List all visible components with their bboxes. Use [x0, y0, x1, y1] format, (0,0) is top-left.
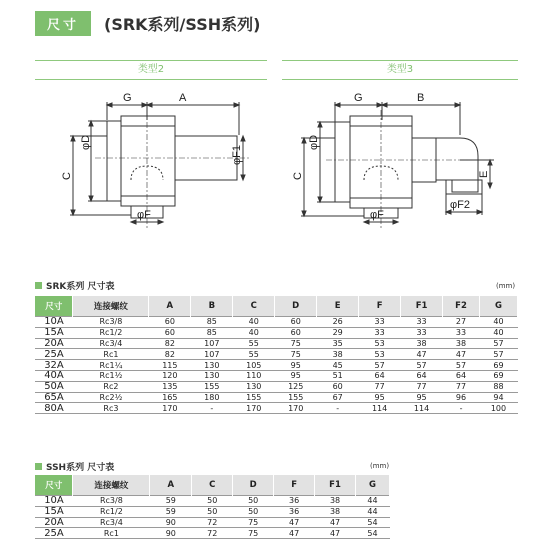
srk-col-header: A	[149, 296, 191, 317]
table-cell: 47	[443, 349, 480, 360]
table-cell: 47	[274, 517, 315, 528]
table-cell: 53	[359, 349, 401, 360]
ssh-table-heading: SSH系列 尺寸表	[35, 460, 114, 473]
type3-caption: 类型3	[282, 60, 518, 80]
table-cell: 59	[150, 506, 192, 517]
table-cell: 69	[479, 370, 517, 381]
table-cell: 44	[356, 506, 390, 517]
table-cell: 15A	[35, 327, 73, 338]
table-cell: 100	[479, 403, 517, 414]
table-cell: 110	[233, 370, 275, 381]
table-cell: 130	[191, 370, 233, 381]
table-cell: Rc1¼	[73, 360, 149, 371]
srk-col-header: F	[359, 296, 401, 317]
table-cell: 75	[275, 338, 317, 349]
ssh-col-header: 连接螺纹	[73, 475, 150, 496]
type3-label-e: E	[478, 170, 490, 178]
table-cell: 125	[275, 381, 317, 392]
table-cell: 38	[315, 506, 356, 517]
table-cell: Rc2	[73, 381, 149, 392]
table-cell: 33	[359, 317, 401, 328]
table-cell: Rc1/2	[73, 327, 149, 338]
table-cell: 50	[233, 496, 274, 507]
table-cell: 45	[317, 360, 359, 371]
table-cell: 55	[233, 338, 275, 349]
table-cell: 36	[274, 506, 315, 517]
table-cell: 47	[401, 349, 443, 360]
ssh-body	[35, 496, 390, 539]
table-cell: 90	[150, 517, 192, 528]
table-row	[35, 517, 390, 528]
table-cell: 10A	[35, 317, 73, 328]
green-square-icon	[35, 282, 42, 289]
table-cell: 38	[401, 338, 443, 349]
table-cell: 105	[233, 360, 275, 371]
type3-label-phid: φD	[308, 134, 320, 150]
table-cell: 114	[401, 403, 443, 414]
table-cell: 40	[479, 317, 517, 328]
section-title: (SRK系列/SSH系列)	[104, 15, 261, 34]
table-cell: 90	[150, 528, 192, 539]
table-cell: Rc1½	[73, 370, 149, 381]
table-cell: 47	[315, 517, 356, 528]
ssh-col-header: A	[150, 475, 192, 496]
table-cell: Rc3/4	[73, 338, 149, 349]
table-cell: 170	[275, 403, 317, 414]
table-cell: 82	[149, 338, 191, 349]
srk-col-header: D	[275, 296, 317, 317]
table-cell: -	[443, 403, 480, 414]
table-cell: 72	[192, 517, 233, 528]
srk-col-header: B	[191, 296, 233, 317]
type3-drawing	[282, 80, 518, 230]
table-cell: Rc3/8	[73, 496, 150, 507]
table-cell: 55	[233, 349, 275, 360]
table-cell: 38	[443, 338, 480, 349]
ssh-col-header: 尺寸	[35, 475, 73, 496]
table-cell: 64	[443, 370, 480, 381]
type2-caption: 类型2	[35, 60, 267, 80]
table-cell: 60	[317, 381, 359, 392]
table-row	[35, 370, 518, 381]
table-cell: 54	[356, 517, 390, 528]
srk-col-header: 尺寸	[35, 296, 73, 317]
table-cell: 50	[192, 496, 233, 507]
ssh-col-header: C	[192, 475, 233, 496]
table-row	[35, 528, 390, 539]
table-row	[35, 506, 390, 517]
table-cell: 120	[149, 370, 191, 381]
table-cell: Rc3	[73, 403, 149, 414]
table-cell: 77	[443, 381, 480, 392]
table-cell: 32A	[35, 360, 73, 371]
srk-col-header: G	[479, 296, 517, 317]
type2-label-phif: φF	[137, 209, 151, 221]
table-cell: Rc1	[73, 528, 150, 539]
table-cell: 75	[275, 349, 317, 360]
table-cell: 47	[315, 528, 356, 539]
table-cell: 64	[401, 370, 443, 381]
table-cell: 40	[479, 327, 517, 338]
table-cell: 53	[359, 338, 401, 349]
ssh-header-row	[35, 475, 390, 496]
srk-dimension-table	[35, 296, 518, 414]
srk-col-header: F2	[443, 296, 480, 317]
table-cell: 75	[233, 528, 274, 539]
type2-label-phid: φD	[80, 134, 92, 150]
table-cell: 57	[479, 338, 517, 349]
table-cell: 33	[401, 327, 443, 338]
srk-body	[35, 317, 518, 414]
table-cell: 95	[401, 392, 443, 403]
table-cell: 60	[275, 327, 317, 338]
table-cell: 35	[317, 338, 359, 349]
table-cell: 60	[275, 317, 317, 328]
type2-label-a: A	[179, 92, 187, 104]
table-cell: 57	[479, 349, 517, 360]
table-cell: 33	[359, 327, 401, 338]
table-cell: 50A	[35, 381, 73, 392]
table-cell: 33	[401, 317, 443, 328]
table-row	[35, 392, 518, 403]
srk-table-heading: SRK系列 尺寸表	[35, 279, 115, 292]
table-cell: 38	[315, 496, 356, 507]
ssh-col-header: F	[274, 475, 315, 496]
table-cell: Rc3/4	[73, 517, 150, 528]
table-cell: 44	[356, 496, 390, 507]
table-cell: 59	[150, 496, 192, 507]
table-cell: 85	[191, 327, 233, 338]
table-row	[35, 403, 518, 414]
table-cell: 155	[275, 392, 317, 403]
table-cell: 77	[359, 381, 401, 392]
table-cell: Rc1	[73, 349, 149, 360]
table-row	[35, 381, 518, 392]
table-cell: Rc3/8	[73, 317, 149, 328]
green-square-icon	[35, 463, 42, 470]
srk-unit: (mm)	[496, 282, 516, 290]
table-cell: 155	[191, 381, 233, 392]
section-badge: 尺寸	[35, 11, 91, 36]
table-cell: 135	[149, 381, 191, 392]
table-cell: 27	[443, 317, 480, 328]
table-cell: 40	[233, 327, 275, 338]
table-cell: 50	[233, 506, 274, 517]
table-cell: 165	[149, 392, 191, 403]
table-cell: 38	[317, 349, 359, 360]
table-cell: 80A	[35, 403, 73, 414]
type3-label-b: B	[417, 92, 425, 104]
table-cell: -	[191, 403, 233, 414]
table-cell: 94	[479, 392, 517, 403]
table-cell: 15A	[35, 506, 73, 517]
type3-label-phif2: φF2	[450, 199, 470, 211]
table-cell: 77	[401, 381, 443, 392]
table-cell: 88	[479, 381, 517, 392]
table-row	[35, 349, 518, 360]
table-cell: 25A	[35, 349, 73, 360]
srk-col-header: E	[317, 296, 359, 317]
table-cell: 114	[359, 403, 401, 414]
table-cell: 64	[359, 370, 401, 381]
table-cell: 82	[149, 349, 191, 360]
table-cell: 40	[233, 317, 275, 328]
table-cell: 40A	[35, 370, 73, 381]
table-row	[35, 496, 390, 507]
table-cell: 50	[192, 506, 233, 517]
table-cell: 95	[275, 370, 317, 381]
table-row	[35, 338, 518, 349]
table-row	[35, 360, 518, 371]
table-cell: 85	[191, 317, 233, 328]
table-cell: 10A	[35, 496, 73, 507]
table-cell: 67	[317, 392, 359, 403]
srk-header-row	[35, 296, 518, 317]
type2-drawing	[35, 80, 267, 230]
ssh-unit: (mm)	[370, 462, 390, 470]
table-cell: 96	[443, 392, 480, 403]
table-cell: 33	[443, 327, 480, 338]
table-cell: 36	[274, 496, 315, 507]
table-cell: 25A	[35, 528, 73, 539]
table-cell: 51	[317, 370, 359, 381]
table-cell: 155	[233, 392, 275, 403]
type2-label-g: G	[123, 92, 132, 104]
table-cell: 57	[443, 360, 480, 371]
ssh-col-header: D	[233, 475, 274, 496]
ssh-col-header: G	[356, 475, 390, 496]
table-cell: 54	[356, 528, 390, 539]
table-cell: 107	[191, 338, 233, 349]
ssh-dimension-table	[35, 475, 390, 539]
table-row	[35, 327, 518, 338]
table-cell: 20A	[35, 338, 73, 349]
srk-col-header: F1	[401, 296, 443, 317]
table-cell: 57	[401, 360, 443, 371]
table-cell: Rc1/2	[73, 506, 150, 517]
type3-label-phif: φF	[370, 209, 384, 221]
table-cell: 65A	[35, 392, 73, 403]
table-cell: 107	[191, 349, 233, 360]
table-cell: 29	[317, 327, 359, 338]
type3-label-g: G	[354, 92, 363, 104]
table-cell: 170	[149, 403, 191, 414]
type2-label-phif1: φF1	[231, 145, 243, 165]
table-cell: 130	[233, 381, 275, 392]
table-cell: 20A	[35, 517, 73, 528]
type3-label-c: C	[292, 172, 304, 180]
table-cell: 180	[191, 392, 233, 403]
table-cell: 170	[233, 403, 275, 414]
table-cell: 57	[359, 360, 401, 371]
table-cell: 95	[275, 360, 317, 371]
table-cell: 95	[359, 392, 401, 403]
srk-col-header: 连接螺纹	[73, 296, 149, 317]
table-cell: 69	[479, 360, 517, 371]
table-cell: 47	[274, 528, 315, 539]
table-cell: 60	[149, 317, 191, 328]
ssh-col-header: F1	[315, 475, 356, 496]
table-cell: Rc2½	[73, 392, 149, 403]
table-cell: 75	[233, 517, 274, 528]
table-cell: -	[317, 403, 359, 414]
table-row	[35, 317, 518, 328]
srk-col-header: C	[233, 296, 275, 317]
table-cell: 72	[192, 528, 233, 539]
type2-label-c: C	[61, 172, 73, 180]
table-cell: 130	[191, 360, 233, 371]
table-cell: 26	[317, 317, 359, 328]
table-cell: 115	[149, 360, 191, 371]
table-cell: 60	[149, 327, 191, 338]
